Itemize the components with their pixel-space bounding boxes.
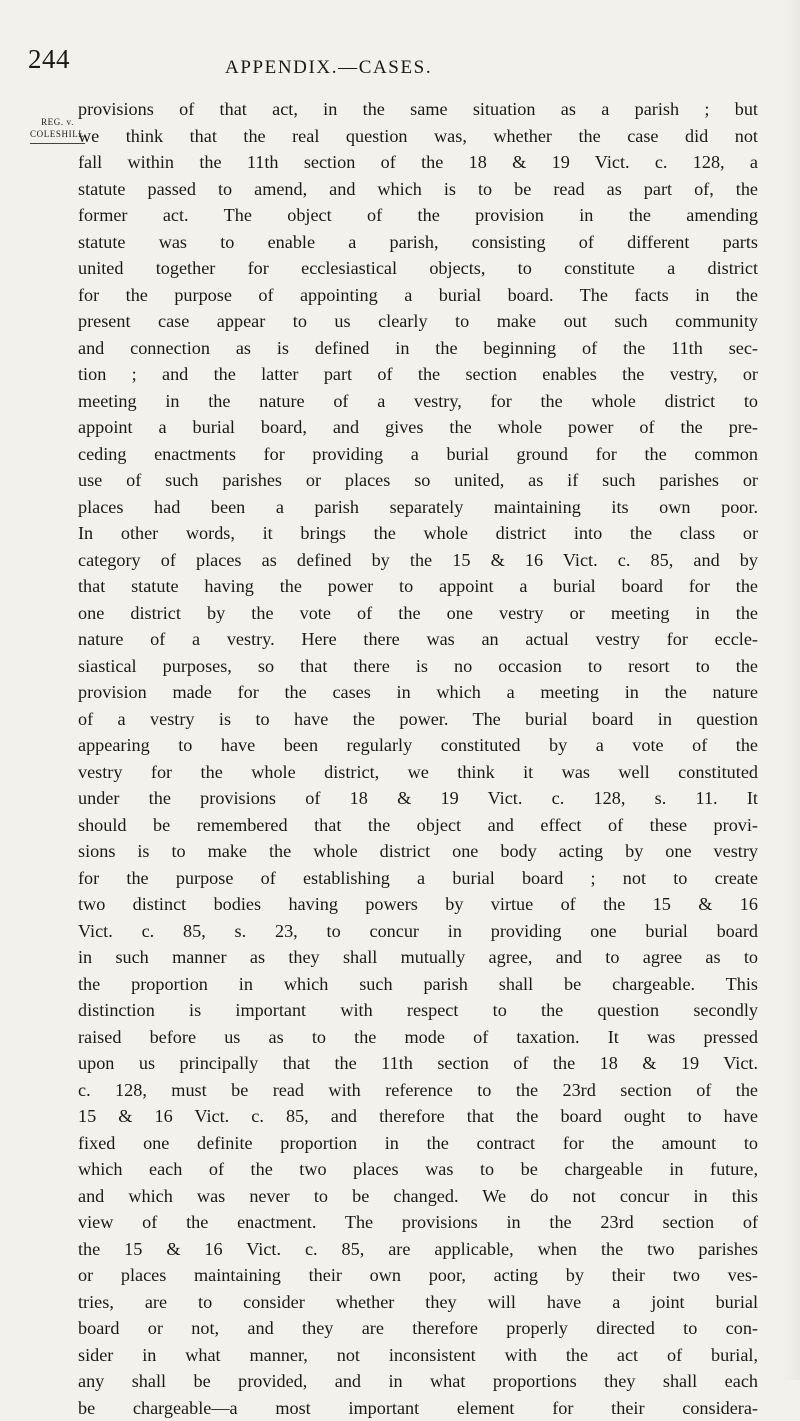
- body-line: under the provisions of 18 & 19 Vict. c. 128, s. 11. It: [78, 785, 758, 812]
- body-line: siastical purposes, so that there is no occasion to resort to the: [78, 653, 758, 680]
- body-line: sider in what manner, not inconsistent with the act of burial,: [78, 1342, 758, 1369]
- body-line: we think that the real question was, whether the case did not: [78, 123, 758, 150]
- body-line: tries, are to consider whether they will have a joint burial: [78, 1289, 758, 1316]
- body-line: category of places as defined by the 15 & 16 Vict. c. 85, and by: [78, 547, 758, 574]
- body-line: two distinct bodies having powers by virtue of the 15 & 16: [78, 891, 758, 918]
- body-line: any shall be provided, and in what proportions they shall each: [78, 1368, 758, 1395]
- body-line: statute was to enable a parish, consisting of different parts: [78, 229, 758, 256]
- page-number: 244: [28, 44, 70, 75]
- body-line: vestry for the whole district, we think it was well constituted: [78, 759, 758, 786]
- body-line: should be remembered that the object and effect of these provi-: [78, 812, 758, 839]
- body-line: board or not, and they are therefore properly directed to con-: [78, 1315, 758, 1342]
- body-line: tion ; and the latter part of the section enables the vestry, or: [78, 361, 758, 388]
- body-line: c. 128, must be read with reference to the 23rd section of the: [78, 1077, 758, 1104]
- body-line: statute passed to amend, and which is to be read as part of, the: [78, 176, 758, 203]
- body-line: raised before us as to the mode of taxation. It was pressed: [78, 1024, 758, 1051]
- body-line: appoint a burial board, and gives the whole power of the pre-: [78, 414, 758, 441]
- body-line: provisions of that act, in the same situation as a parish ; but: [78, 96, 758, 123]
- body-line: view of the enactment. The provisions in the 23rd section of: [78, 1209, 758, 1236]
- body-line: places had been a parish separately maintaining its own poor.: [78, 494, 758, 521]
- side-caption: [30, 116, 85, 144]
- body-line: and which was never to be changed. We do not concur in this: [78, 1183, 758, 1210]
- body-line: be chargeable—a most important element for their considera-: [78, 1395, 758, 1421]
- body-line: that statute having the power to appoint a burial board for the: [78, 573, 758, 600]
- body-line: present case appear to us clearly to make out such community: [78, 308, 758, 335]
- body-line: sions is to make the whole district one body acting by one vestry: [78, 838, 758, 865]
- side-caption-line-1: REG. v.: [30, 116, 85, 128]
- body-line: provision made for the cases in which a meeting in the nature: [78, 679, 758, 706]
- body-line: distinction is important with respect to the question secondly: [78, 997, 758, 1024]
- body-line: appearing to have been regularly constituted by a vote of the: [78, 732, 758, 759]
- body-line: for the purpose of establishing a burial board ; not to create: [78, 865, 758, 892]
- body-line: the 15 & 16 Vict. c. 85, are applicable, when the two parishes: [78, 1236, 758, 1263]
- body-line: for the purpose of appointing a burial board. The facts in the: [78, 282, 758, 309]
- body-line: of a vestry is to have the power. The burial board in question: [78, 706, 758, 733]
- body-line: meeting in the nature of a vestry, for the whole district to: [78, 388, 758, 415]
- body-line: former act. The object of the provision in the amending: [78, 202, 758, 229]
- body-line: use of such parishes or places so united, as if such parishes or: [78, 467, 758, 494]
- body-text: [78, 96, 758, 1421]
- body-line: Vict. c. 85, s. 23, to concur in providing one burial board: [78, 918, 758, 945]
- body-line: ceding enactments for providing a burial ground for the common: [78, 441, 758, 468]
- body-line: In other words, it brings the whole district into the class or: [78, 520, 758, 547]
- body-line: nature of a vestry. Here there was an actual vestry for eccle-: [78, 626, 758, 653]
- body-line: which each of the two places was to be chargeable in future,: [78, 1156, 758, 1183]
- body-line: upon us principally that the 11th section of the 18 & 19 Vict.: [78, 1050, 758, 1077]
- body-line: united together for ecclesiastical objects, to constitute a district: [78, 255, 758, 282]
- body-line: fixed one definite proportion in the contract for the amount to: [78, 1130, 758, 1157]
- body-line: fall within the 11th section of the 18 & 19 Vict. c. 128, a: [78, 149, 758, 176]
- body-line: 15 & 16 Vict. c. 85, and therefore that the board ought to have: [78, 1103, 758, 1130]
- body-line: and connection as is defined in the beginning of the 11th sec-: [78, 335, 758, 362]
- body-line: the proportion in which such parish shall be chargeable. This: [78, 971, 758, 998]
- running-head: APPENDIX.—CASES.: [225, 57, 432, 79]
- side-caption-line-2: COLESHILL.: [30, 128, 85, 140]
- body-line: in such manner as they shall mutually agree, and to agree as to: [78, 944, 758, 971]
- body-line: one district by the vote of the one vestry or meeting in the: [78, 600, 758, 627]
- page-edge-shadow: [782, 0, 800, 1380]
- body-line: or places maintaining their own poor, acting by their two ves-: [78, 1262, 758, 1289]
